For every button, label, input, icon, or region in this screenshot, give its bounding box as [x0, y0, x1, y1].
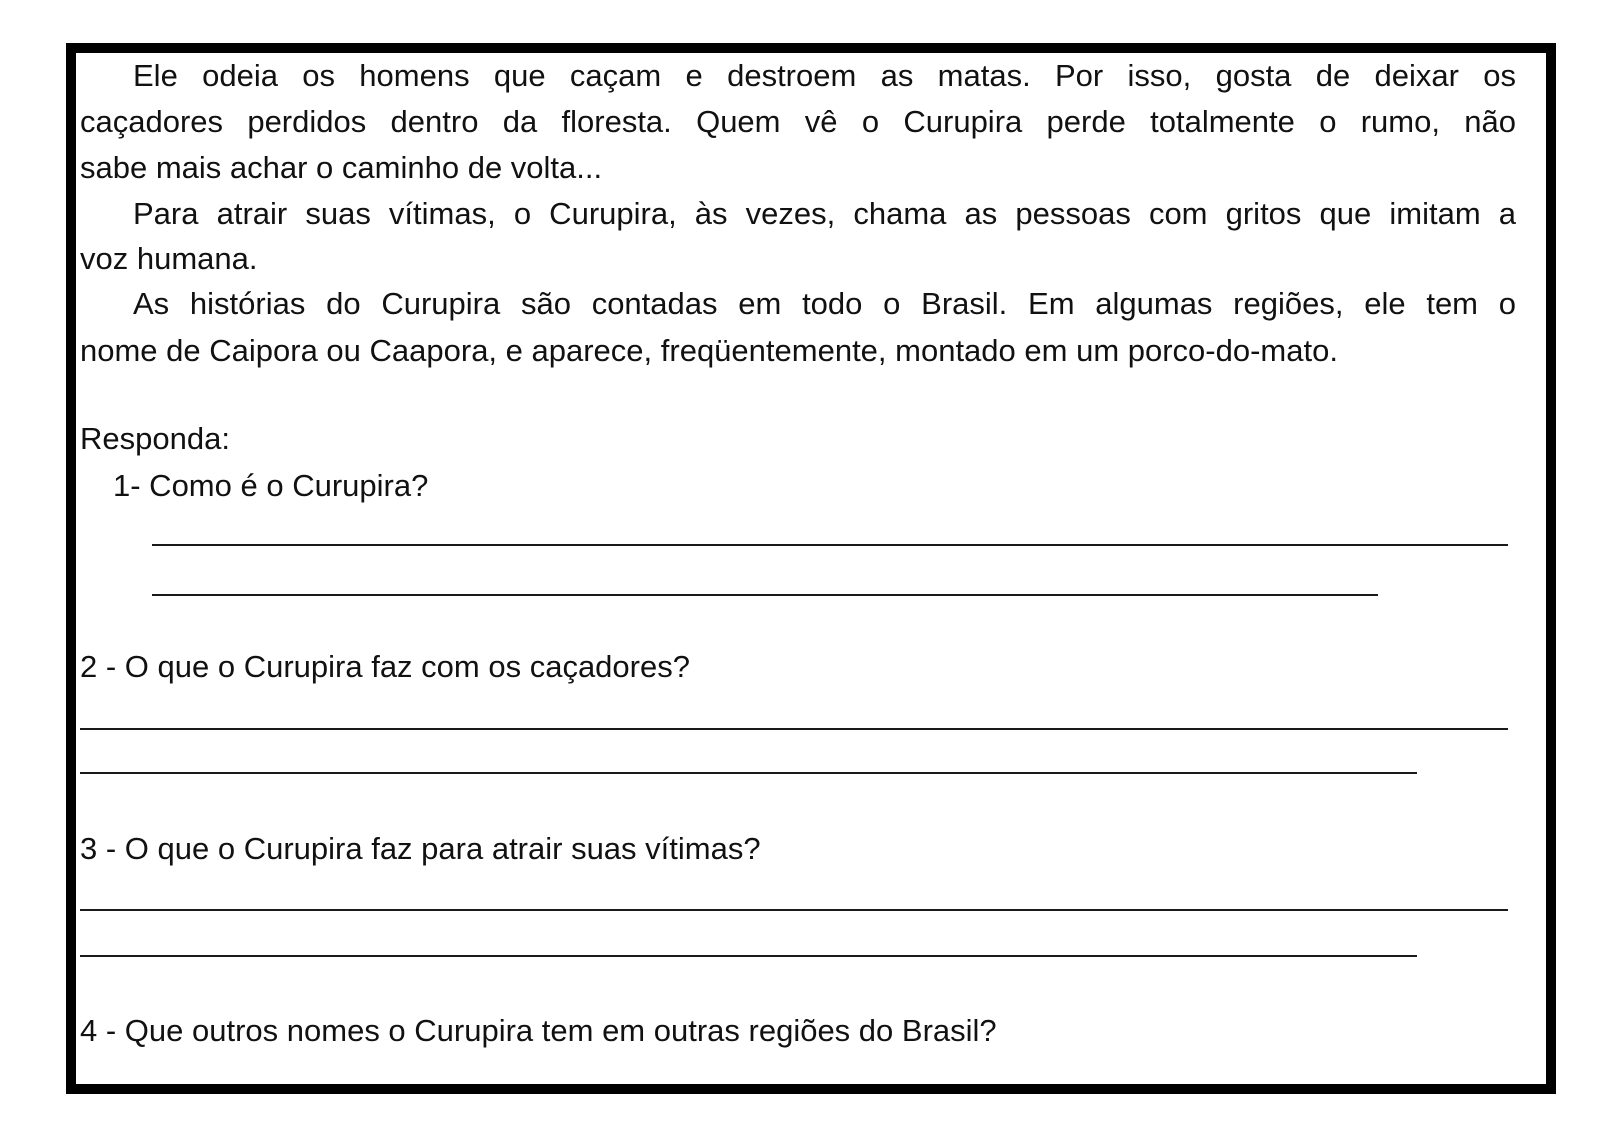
question-1: 1- Como é o Curupira?	[113, 468, 429, 503]
answer-line-q1-2[interactable]	[152, 594, 1378, 596]
answer-line-q3-2[interactable]	[80, 955, 1417, 957]
passage-p2-line2: voz humana.	[80, 241, 258, 276]
passage-p1-line3: sabe mais achar o caminho de volta...	[80, 150, 603, 185]
answer-line-q2-1[interactable]	[80, 728, 1508, 730]
answer-line-q3-1[interactable]	[80, 909, 1508, 911]
question-4: 4 - Que outros nomes o Curupira tem em outras regiões do Brasil?	[80, 1013, 997, 1048]
passage-p2-line1: Para atrair suas vítimas, o Curupira, às vezes, chama as pessoas com gritos que imitam a	[133, 196, 1516, 231]
answer-line-q2-2[interactable]	[80, 772, 1417, 774]
passage-p3-line2: nome de Caipora ou Caapora, e aparece, freqüentemente, montado em um porco-do-mato.	[80, 333, 1338, 368]
question-3: 3 - O que o Curupira faz para atrair suas vítimas?	[80, 831, 761, 866]
instruction-label: Responda:	[80, 421, 230, 456]
question-2: 2 - O que o Curupira faz com os caçadores?	[80, 649, 690, 684]
passage-p1-line1: Ele odeia os homens que caçam e destroem as matas. Por isso, gosta de deixar os	[133, 58, 1516, 93]
answer-line-q1-1[interactable]	[152, 544, 1508, 546]
passage-p1-line2: caçadores perdidos dentro da floresta. Quem vê o Curupira perde totalmente o rumo, não	[80, 104, 1516, 139]
passage-p3-line1: As histórias do Curupira são contadas em todo o Brasil. Em algumas regiões, ele tem o	[133, 286, 1516, 321]
